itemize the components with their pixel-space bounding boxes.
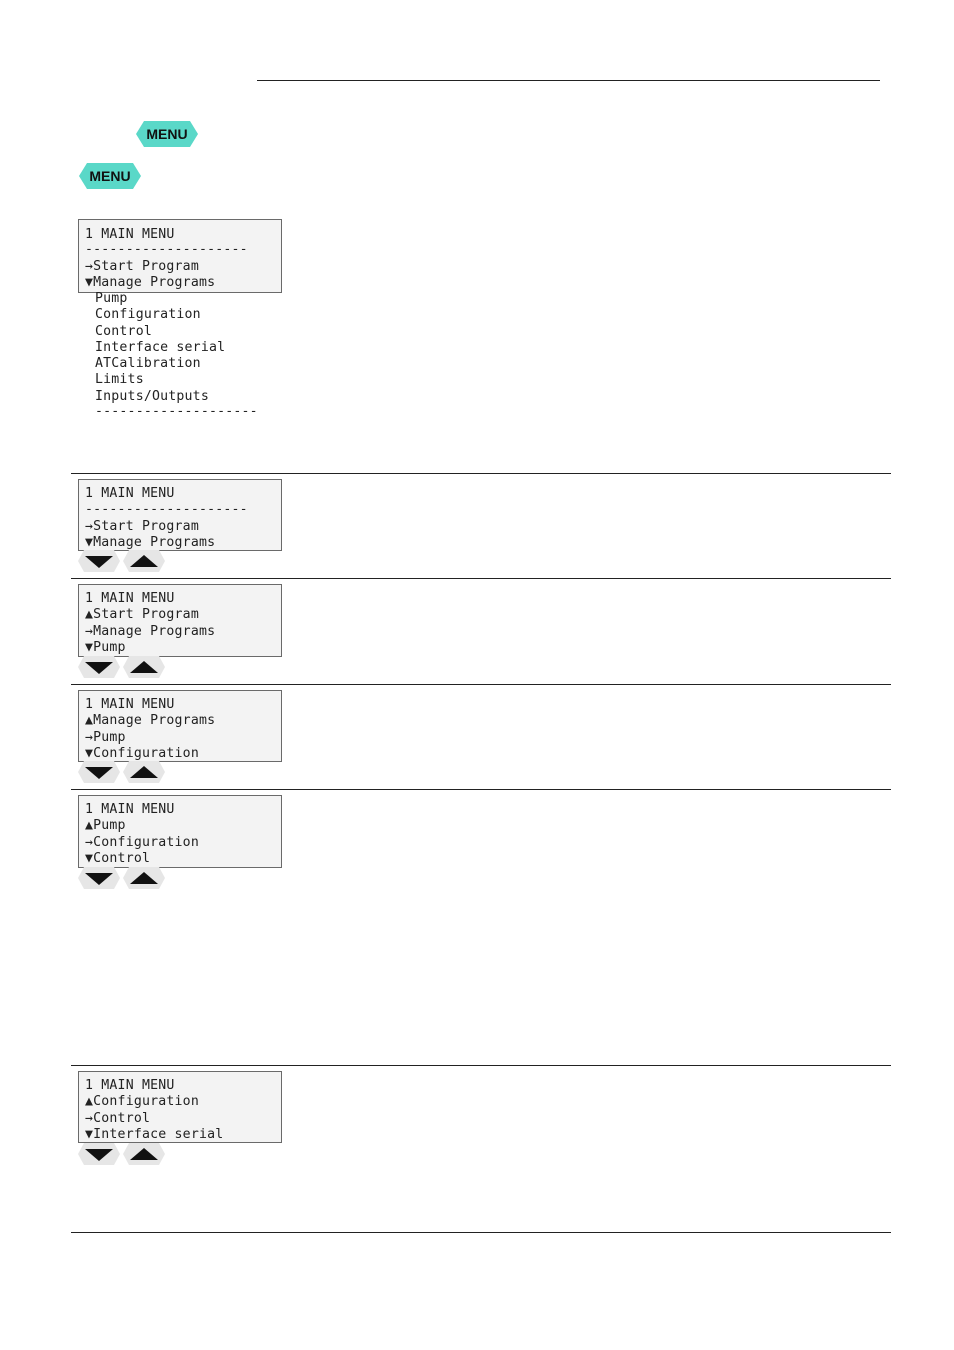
- down-arrow-icon[interactable]: [78, 867, 120, 889]
- lcd-step-2: [78, 584, 282, 657]
- menu-item-inputs-outputs: Inputs/Outputs: [95, 389, 209, 404]
- down-arrow-icon[interactable]: [78, 1143, 120, 1165]
- lcd-line: ▲Pump: [85, 818, 126, 833]
- lcd-line: →Start Program: [85, 259, 199, 274]
- footer-rule: [71, 1232, 891, 1233]
- lcd-title: 1 MAIN MENU: [85, 227, 175, 242]
- arrow-keys: [78, 867, 168, 889]
- menu-list-end-dashes: --------------------: [95, 404, 258, 419]
- menu-item-interface-serial: Interface serial: [95, 340, 226, 355]
- lcd-line: ▼Pump: [85, 640, 126, 655]
- lcd-line: →Pump: [85, 730, 126, 745]
- lcd-line: ▼Control: [85, 851, 151, 866]
- down-arrow-icon[interactable]: [78, 550, 120, 572]
- menu-key-label: MENU: [89, 168, 131, 184]
- menu-item-pump: Pump: [95, 291, 128, 306]
- lcd-title: 1 MAIN MENU: [85, 486, 175, 501]
- lcd-line: --------------------: [85, 502, 248, 517]
- menu-key-label: MENU: [146, 126, 188, 142]
- arrow-keys: [78, 761, 168, 783]
- lcd-dashes: --------------------: [85, 242, 248, 257]
- lcd-title: 1 MAIN MENU: [85, 1078, 175, 1093]
- row-rule: [71, 789, 891, 790]
- arrow-keys: [78, 1143, 168, 1165]
- down-arrow-icon[interactable]: [78, 656, 120, 678]
- up-arrow-icon[interactable]: [123, 550, 165, 572]
- lcd-step-5: [78, 1071, 282, 1143]
- lcd-step-3: [78, 690, 282, 762]
- down-arrow-icon[interactable]: [78, 761, 120, 783]
- header-rule: [257, 80, 880, 81]
- lcd-line: ▲Configuration: [85, 1094, 199, 1109]
- up-arrow-icon[interactable]: [123, 656, 165, 678]
- up-arrow-icon[interactable]: [123, 1143, 165, 1165]
- lcd-line: →Control: [85, 1111, 151, 1126]
- lcd-line: ▼Manage Programs: [85, 535, 216, 550]
- row-rule: [71, 473, 891, 474]
- arrow-keys: [78, 656, 168, 678]
- row-rule: [71, 1065, 891, 1066]
- arrow-keys: [78, 550, 168, 572]
- lcd-line: ▼Configuration: [85, 746, 199, 761]
- lcd-line: ▲Manage Programs: [85, 713, 216, 728]
- lcd-line: →Manage Programs: [85, 624, 216, 639]
- menu-key-button[interactable]: [136, 121, 198, 147]
- up-arrow-icon[interactable]: [123, 867, 165, 889]
- lcd-line: →Configuration: [85, 835, 199, 850]
- lcd-line: ▼Interface serial: [85, 1127, 224, 1142]
- menu-key-button-2[interactable]: [79, 163, 141, 189]
- lcd-step-1: [78, 479, 282, 551]
- lcd-step-4: [78, 795, 282, 868]
- menu-item-limits: Limits: [95, 372, 144, 387]
- lcd-main-menu: [78, 219, 282, 293]
- lcd-line: ▲Start Program: [85, 607, 199, 622]
- lcd-line: →Start Program: [85, 519, 199, 534]
- lcd-title: 1 MAIN MENU: [85, 802, 175, 817]
- lcd-title: 1 MAIN MENU: [85, 697, 175, 712]
- row-rule: [71, 578, 891, 579]
- up-arrow-icon[interactable]: [123, 761, 165, 783]
- menu-item-atcalibration: ATCalibration: [95, 356, 201, 371]
- lcd-line: ▼Manage Programs: [85, 275, 216, 290]
- lcd-title: 1 MAIN MENU: [85, 591, 175, 606]
- menu-item-control: Control: [95, 324, 152, 339]
- row-rule: [71, 684, 891, 685]
- menu-item-configuration: Configuration: [95, 307, 201, 322]
